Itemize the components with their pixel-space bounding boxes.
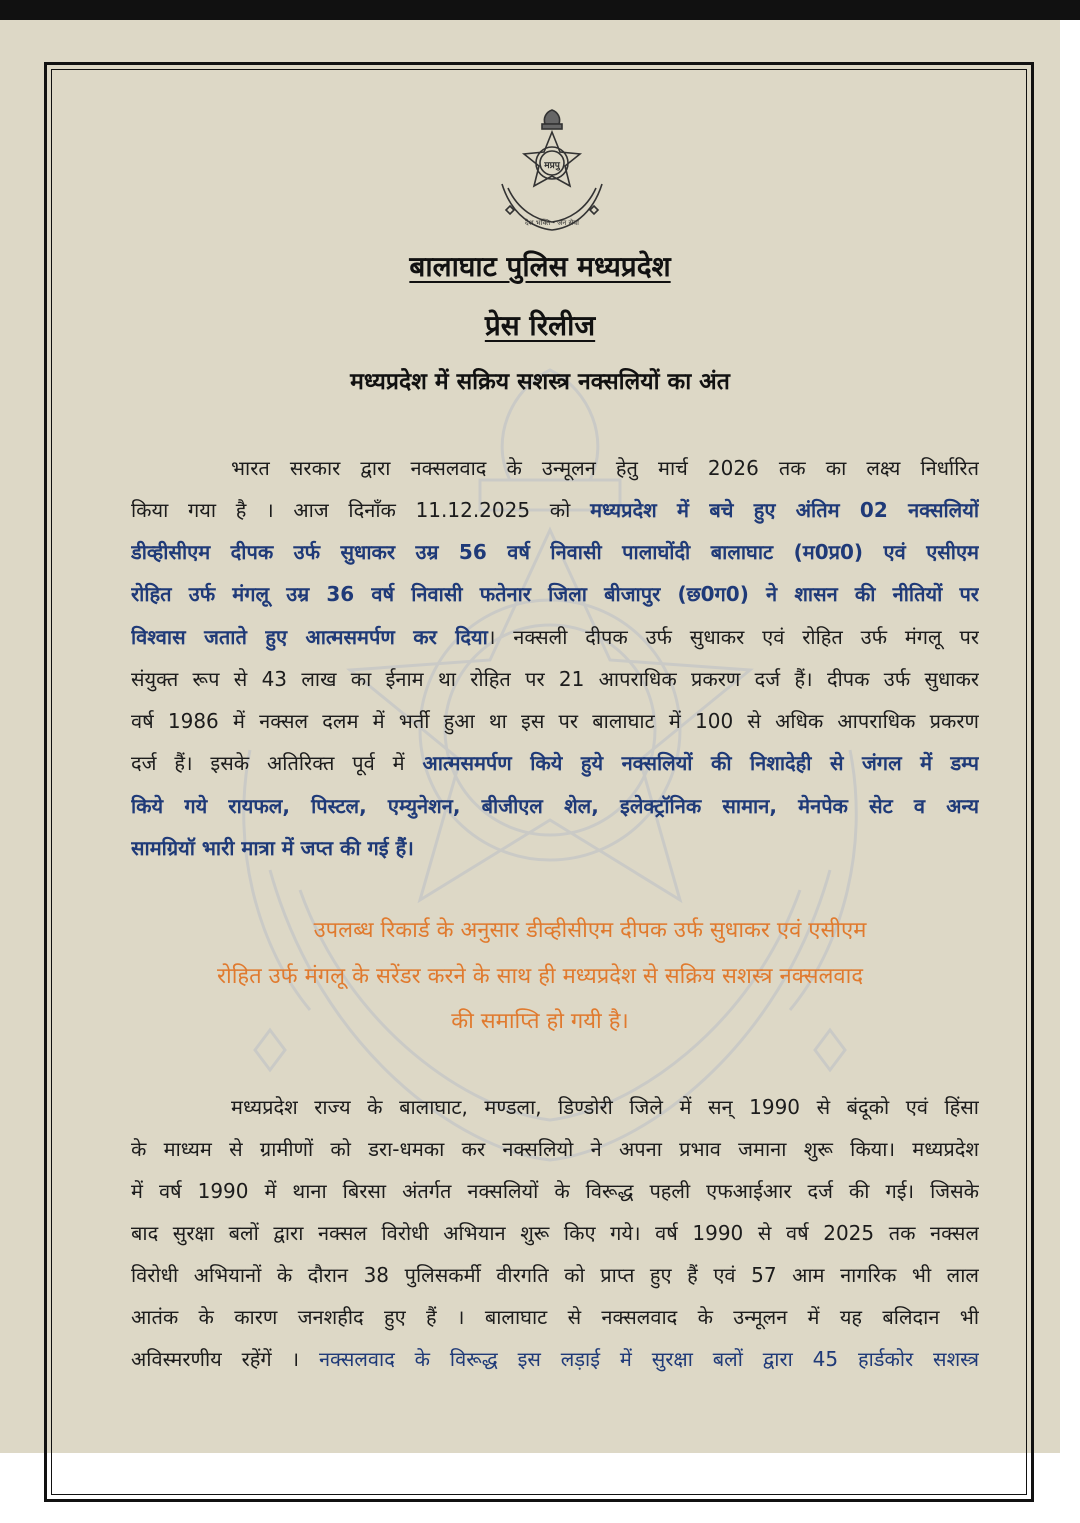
para2-line-7 [131, 1340, 979, 1378]
para1-line-8 [131, 744, 979, 782]
highlight-line-2: रोहित उर्फ मंगलू के सरेंडर करने के साथ ही मध्यप्रदेश से सक्रिय सशस्त्र नक्सलवाद [217, 964, 863, 989]
para2-line-7a: अविस्मरणीय रहेंगें । [131, 1347, 300, 1371]
press-release-label [60, 306, 1020, 346]
para1-line-9: किये गये रायफल, पिस्टल, एम्युनेशन, बीजीएल शेल, इलेक्ट्रॉनिक सामान, मेनपेक सेट व अन्य [131, 794, 979, 818]
para2-line-3: में वर्ष 1990 में थाना बिरसा अंतर्गत नक्सलियों के विरूद्ध पहली एफआईआर दर्ज की गई। जिसके [131, 1179, 979, 1203]
para1-line-2a: किया गया है । आज दिनाँक 11.12.2025 को [131, 498, 571, 522]
para1-line-7: वर्ष 1986 में नक्सल दलम में भर्ती हुआ था इस पर बालाघाट में 100 से अधिक आपराधिक प्रकरण [131, 709, 979, 733]
para1-line-3: डीव्हीसीएम दीपक उर्फ सुधाकर उम्र 56 वर्ष निवासी पालाघोंदी बालाघाट (म0प्र0) एवं एसीएम [131, 540, 979, 564]
para2-line-5: विरोधी अभियानों के दौरान 38 पुलिसकर्मी वीरगति को प्राप्त हुए हैं एवं 57 आम नागरिक भी लाल [131, 1263, 979, 1287]
para1-line-10: सामग्रियॉ भारी मात्रा में जप्त की गई हैं। [131, 836, 414, 860]
press-release-text: प्रेस रिलीज [484, 309, 596, 342]
para1-line-5 [131, 618, 979, 656]
para1-line-8a: दर्ज हैं। इसके अतिरिक्त पूर्व में [131, 751, 405, 775]
para1-line-4: रोहित उर्फ मंगलू उम्र 36 वर्ष निवासी फतेनार जिला बीजापुर (छ0ग0) ने शासन की नीतियों पर [131, 582, 979, 606]
para2-line-4: बाद सुरक्षा बलों द्वारा नक्सल विरोधी अभियान शुरू किए गये। वर्ष 1990 से वर्ष 2025 तक नक्सल [131, 1221, 979, 1245]
para1-line-5a: विश्वास जताते हुए आत्मसमर्पण कर दिया [131, 625, 488, 649]
page-title-text: बालाघाट पुलिस मध्यप्रदेश [409, 250, 671, 283]
para1-line-6: संयुक्त रूप से 43 लाख का ईनाम था रोहित पर 21 आपराधिक प्रकरण दर्ज हैं। दीपक उर्फ सुधाकर [131, 667, 979, 691]
para1-line-2b: मध्यप्रदेश में बचे हुए अंतिम 02 नक्सलियों [590, 498, 979, 522]
para2-line-1: मध्यप्रदेश राज्य के बालाघाट, मण्डला, डिण्डोरी जिले में सन् 1990 से बंदूको एवं हिंसा [231, 1095, 979, 1119]
para1-line-2 [131, 491, 979, 529]
highlight-line-3: की समाप्ति हो गयी है। [451, 1009, 629, 1034]
para2-line-7b: नक्सलवाद के विरूद्ध इस लड़ाई में सुरक्षा बलों द्वारा 45 हार्डकोर सशस्त्र [318, 1347, 979, 1371]
highlight-line-1: उपलब्ध रिकार्ड के अनुसार डीव्हीसीएम दीपक उर्फ सुधाकर एवं एसीएम [313, 918, 867, 943]
emblem-motto: देश भक्ति - जन सेवा [525, 219, 579, 227]
emblem-monogram: मप्रपु [544, 161, 560, 171]
para1-line-8b: आत्मसमर्पण किये हुये नक्सलियों की निशादेही से जंगल में डम्प [422, 751, 979, 775]
para2-line-2: के माध्यम से ग्रामीणों को डरा-धमका कर नक्सलियो ने अपना प्रभाव जमाना शुरू किया। मध्यप्रदेश [131, 1137, 979, 1161]
top-black-bar [0, 0, 1080, 20]
para2-line-6: आतंक के कारण जनशहीद हुए हैं । बालाघाट से नक्सलवाद के उन्मूलन में यह बलिदान भी [131, 1305, 979, 1329]
mp-police-emblem [490, 108, 614, 232]
para1-line-1: भारत सरकार द्वारा नक्सलवाद के उन्मूलन हेतु मार्च 2026 तक का लक्ष्य निर्धारित [231, 456, 979, 480]
headline: मध्यप्रदेश में सक्रिय सशस्त्र नक्सलियों का अंत [350, 369, 730, 395]
page-title [60, 247, 1020, 287]
para1-line-5b: । नक्सली दीपक उर्फ सुधाकर एवं रोहित उर्फ मंगलू पर [487, 625, 979, 649]
